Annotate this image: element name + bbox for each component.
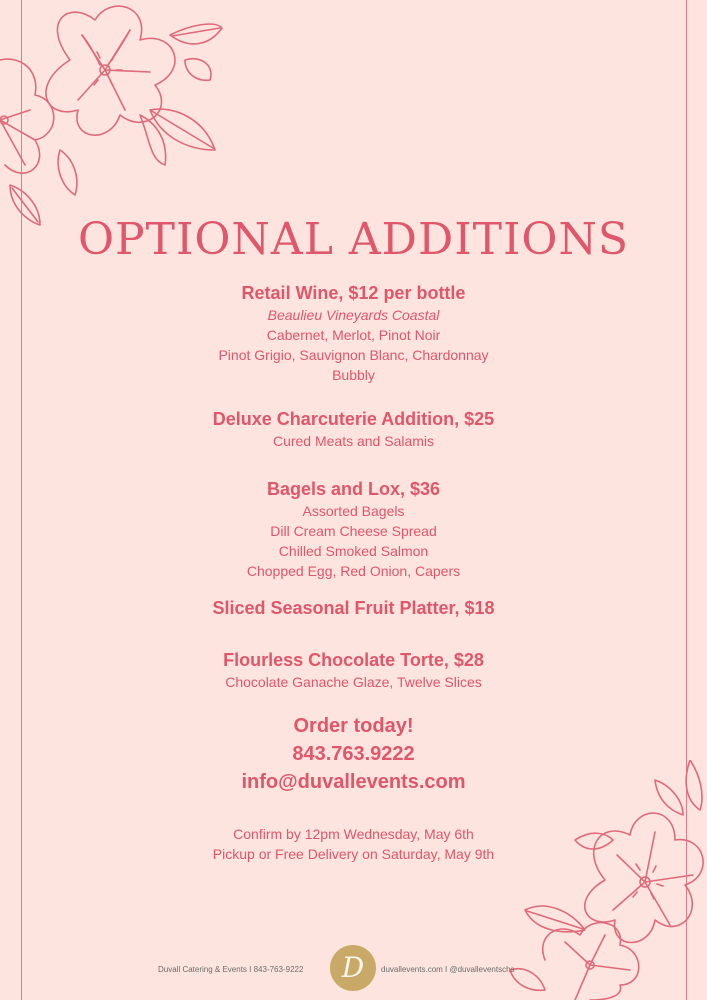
order-email[interactable]: info@duvallevents.com <box>241 771 466 793</box>
section-fruit-platter <box>0 596 707 620</box>
order-cta: Order today! <box>293 715 414 737</box>
section-line: Chocolate Ganache Glaze, Twelve Slices <box>225 674 482 690</box>
confirm-block <box>0 824 707 864</box>
section-heading: Retail Wine, $12 per bottle <box>241 283 466 303</box>
section-heading: Deluxe Charcuterie Addition, $25 <box>212 409 495 429</box>
section-line: Chilled Smoked Salmon <box>278 543 429 559</box>
section-bagels-lox <box>0 477 707 581</box>
pickup-delivery-info: Pickup or Free Delivery on Saturday, May 9th <box>212 846 495 862</box>
section-charcuterie <box>0 407 707 451</box>
confirm-deadline: Confirm by 12pm Wednesday, May 6th <box>233 826 474 842</box>
section-line: Bubbly <box>332 367 375 383</box>
order-block <box>0 712 707 796</box>
page-title: OPTIONAL ADDITIONS <box>77 214 630 265</box>
section-chocolate-torte <box>0 648 707 692</box>
section-line: Cabernet, Merlot, Pinot Noir <box>266 327 441 343</box>
order-phone[interactable]: 843.763.9222 <box>292 743 415 765</box>
section-line: Dill Cream Cheese Spread <box>270 523 437 539</box>
section-line: Cured Meats and Salamis <box>272 433 435 449</box>
duvall-logo <box>330 945 376 991</box>
section-heading: Sliced Seasonal Fruit Platter, $18 <box>212 598 495 618</box>
section-line: Chopped Egg, Red Onion, Capers <box>246 563 461 579</box>
section-line: Assorted Bagels <box>302 503 405 519</box>
wine-brand: Beaulieu Vineyards Coastal <box>267 307 440 323</box>
section-line: Pinot Grigio, Sauvignon Blanc, Chardonnay <box>218 347 489 363</box>
logo-letter: D <box>341 951 365 984</box>
section-heading: Flourless Chocolate Torte, $28 <box>223 650 484 670</box>
section-retail-wine <box>0 281 707 385</box>
footer-web-social: duvallevents.com I @duvalleventschs <box>381 965 515 974</box>
footer-contact: Duvall Catering & Events I 843-763-9222 <box>158 965 304 974</box>
section-heading: Bagels and Lox, $36 <box>266 479 441 499</box>
